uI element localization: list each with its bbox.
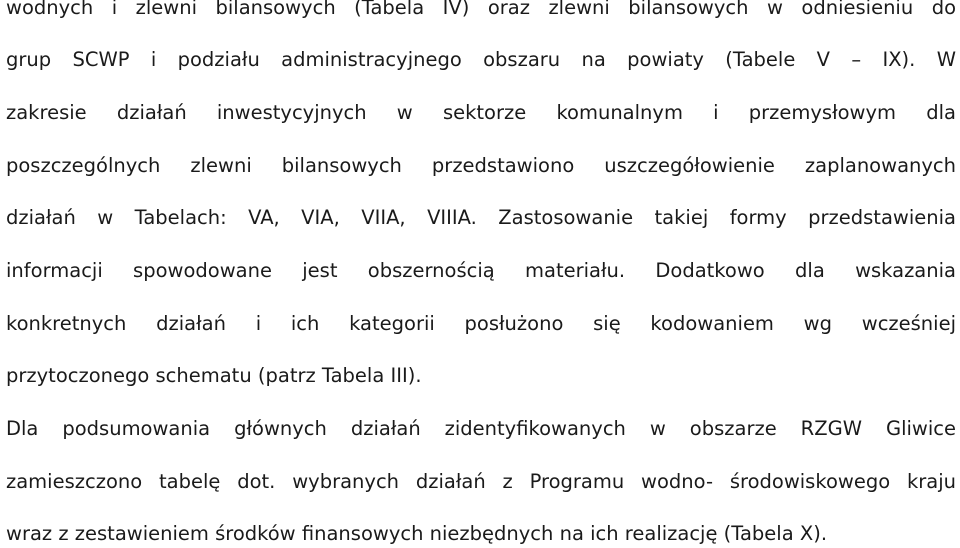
- paragraph-1-line-3: zakresie działań inwestycyjnych w sektorze komunalnym i przemysłowym dla: [6, 101, 956, 124]
- paragraph-1-line-1: wodnych i zlewni bilansowych (Tabela IV) oraz zlewni bilansowych w odniesieniu do: [6, 0, 956, 19]
- paragraph-1-line-4: poszczególnych zlewni bilansowych przedstawiono uszczegółowienie zaplanowanych: [6, 154, 956, 177]
- paragraph-1-line-2: grup SCWP i podziału administracyjnego obszaru na powiaty (Tabele V – IX). W: [6, 48, 956, 71]
- paragraph-1-line-6: informacji spowodowane jest obszernością materiału. Dodatkowo dla wskazania: [6, 259, 956, 282]
- paragraph-2-line-2: zamieszczono tabelę dot. wybranych działań z Programu wodno- środowiskowego kraju: [6, 470, 956, 493]
- paragraph-2-line-1: Dla podsumowania głównych działań zidentyfikowanych w obszarze RZGW Gliwice: [6, 417, 956, 440]
- paragraph-2-line-3: wraz z zestawieniem środków finansowych niezbędnych na ich realizację (Tabela X).: [6, 522, 828, 545]
- paragraph-1-line-8: przytoczonego schematu (patrz Tabela III).: [6, 364, 422, 387]
- paragraph-1-line-5: działań w Tabelach: VA, VIA, VIIA, VIIIA. Zastosowanie takiej formy przedstawienia: [6, 206, 956, 229]
- paragraph-1-line-7: konkretnych działań i ich kategorii posłużono się kodowaniem wg wcześniej: [6, 312, 956, 335]
